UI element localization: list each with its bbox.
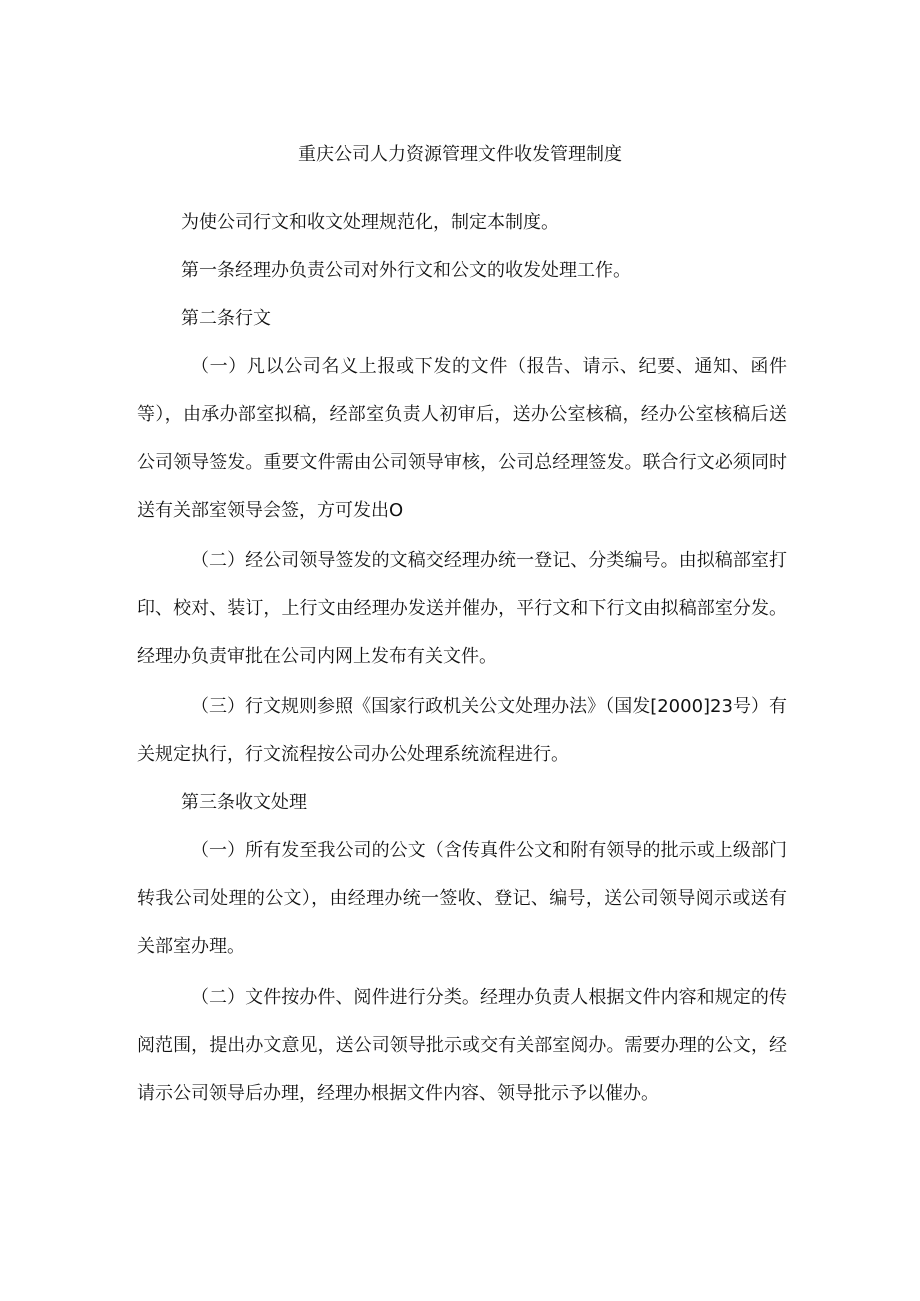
article-2-clause-2: （二）经公司领导签发的文稿交经理办统一登记、分类编号。由拟稿部室打印、校对、装订，上行文由经理办发送并催办，平行文和下行文由拟稿部室分发。经理办负责审批在公司内网上发布有关文件。: [137, 550, 787, 667]
article-3-clause-2: （二）文件按办件、阅件进行分类。经理办负责人根据文件内容和规定的传阅范围，提出办文意见，送公司领导批示或交有关部室阅办。需要办理的公文，经请示公司领导后办理，经理办根据文件内容、领导批示予以催办。: [137, 987, 787, 1104]
page-title: 重庆公司人力资源管理文件收发管理制度: [298, 144, 622, 165]
article-3-clause-1: （一）所有发至我公司的公文（含传真件公文和附有领导的批示或上级部门转我公司处理的公文），由经理办统一签收、登记、编号，送公司领导阅示或送有关部室办理。: [137, 840, 787, 957]
article-1-paragraph: 第一条经理办负责公司对外行文和公文的收发处理工作。: [181, 260, 631, 281]
article-2-clause-1: （一）凡以公司名义上报或下发的文件（报告、请示、纪要、通知、函件等），由承办部室拟稿，经部室负责人初审后，送办公室核稿，经办公室核稿后送公司领导签发。重要文件需由公司领导审核，公司总经理签发。联合行文必须同时送有关部室领导会签，方可发出O: [137, 356, 787, 521]
article-2-heading: 第二条行文: [181, 308, 271, 329]
article-3-heading: 第三条收文处理: [181, 792, 307, 813]
article-2-clause-3: （三）行文规则参照《国家行政机关公文处理办法》（国发[2000]23号）有关规定执行，行文流程按公司办公处理系统流程进行。: [137, 696, 787, 765]
intro-paragraph: 为使公司行文和收文处理规范化，制定本制度。: [181, 212, 559, 233]
